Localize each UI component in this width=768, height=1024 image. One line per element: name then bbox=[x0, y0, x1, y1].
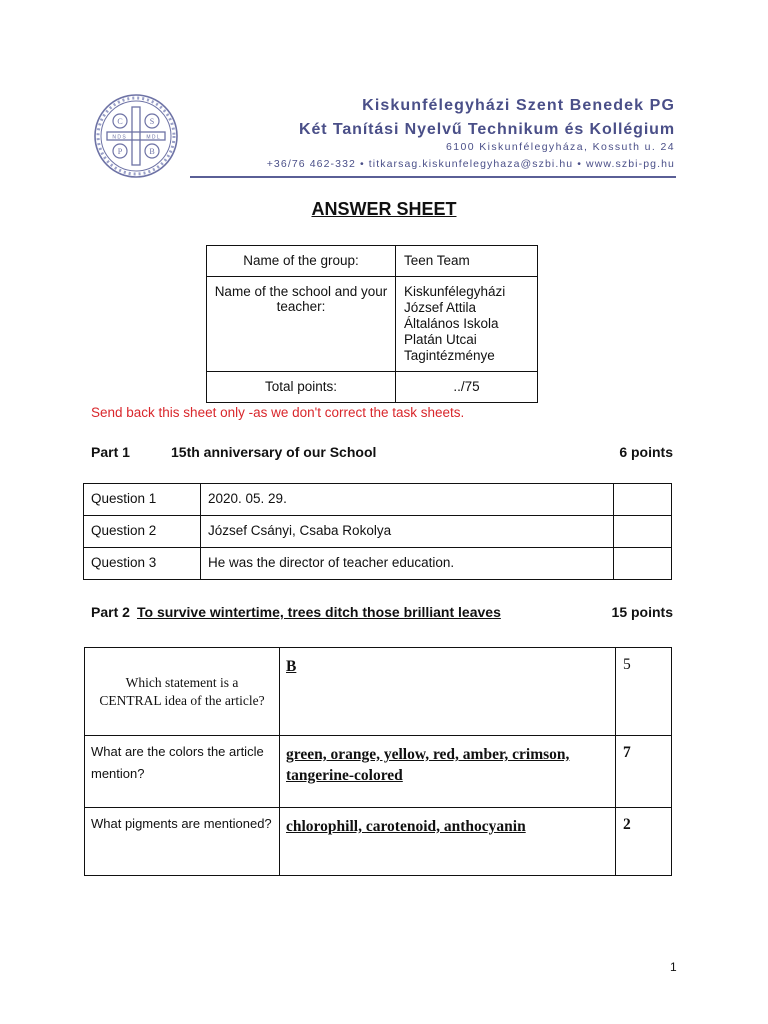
part1-title: 15th anniversary of our School bbox=[171, 444, 377, 460]
question-label: Question 3 bbox=[84, 548, 201, 580]
group-label: Name of the group: bbox=[207, 246, 396, 277]
svg-text:B: B bbox=[149, 147, 155, 156]
page-number: 1 bbox=[670, 960, 677, 974]
svg-text:M D L: M D L bbox=[146, 134, 160, 141]
question-cell: What are the colors the article mention? bbox=[85, 736, 280, 808]
table-row bbox=[85, 736, 672, 808]
part2-answer-table bbox=[84, 647, 672, 876]
table-row bbox=[207, 277, 538, 372]
score-cell bbox=[614, 516, 672, 548]
page-title: ANSWER SHEET bbox=[311, 199, 457, 219]
answer-cell: chlorophill, carotenoid, anthocyanin bbox=[280, 808, 616, 876]
school-address: 6100 Kiskunfélegyháza, Kossuth u. 24 bbox=[445, 141, 675, 153]
table-row bbox=[85, 648, 672, 736]
svg-text:S: S bbox=[149, 117, 155, 126]
answer-cell: József Csányi, Csaba Rokolya bbox=[201, 516, 614, 548]
school-seal-logo bbox=[90, 93, 182, 179]
score-cell: 2 bbox=[616, 808, 672, 876]
part1-label: Part 1 bbox=[91, 444, 130, 460]
question-cell: What pigments are mentioned? bbox=[85, 808, 280, 876]
school-teacher-label: Name of the school and your teacher: bbox=[207, 277, 396, 372]
svg-text:C: C bbox=[117, 117, 123, 126]
score-cell bbox=[614, 548, 672, 580]
score-cell: 5 bbox=[616, 648, 672, 736]
part1-answer-table bbox=[83, 483, 672, 580]
question-cell: Which statement is a CENTRAL idea of the article? bbox=[85, 648, 280, 736]
table-row bbox=[207, 246, 538, 277]
school-contact: +36/76 462-332 • titkarsag.kiskunfelegyhaza@szbi.hu • www.szbi-pg.hu bbox=[266, 158, 675, 170]
svg-text:P: P bbox=[117, 147, 123, 156]
table-row bbox=[84, 548, 672, 580]
school-teacher-value: Kiskunfélegyházi József Attila Általános Iskola Platán Utcai Tagintézménye bbox=[396, 277, 538, 372]
team-info-table bbox=[206, 245, 538, 403]
answer-cell: 2020. 05. 29. bbox=[201, 484, 614, 516]
table-row bbox=[85, 808, 672, 876]
total-points-label: Total points: bbox=[207, 372, 396, 403]
total-points-value: ../75 bbox=[396, 372, 538, 403]
question-label: Question 1 bbox=[84, 484, 201, 516]
answer-cell: B bbox=[280, 648, 616, 736]
score-cell bbox=[614, 484, 672, 516]
answer-cell: green, orange, yellow, red, amber, crimson, tangerine-colored bbox=[280, 736, 616, 808]
table-row bbox=[207, 372, 538, 403]
table-row bbox=[84, 484, 672, 516]
answer-cell: He was the director of teacher education. bbox=[201, 548, 614, 580]
part1-points: 6 points bbox=[619, 444, 673, 460]
svg-text:N D S: N D S bbox=[112, 134, 126, 141]
score-cell: 7 bbox=[616, 736, 672, 808]
school-name: Kiskunfélegyházi Szent Benedek PG bbox=[362, 97, 675, 114]
group-value: Teen Team bbox=[396, 246, 538, 277]
letterhead-divider bbox=[190, 176, 676, 178]
school-subtitle: Két Tanítási Nyelvű Technikum és Kollégium bbox=[299, 121, 675, 138]
part2-points: 15 points bbox=[611, 604, 673, 620]
question-label: Question 2 bbox=[84, 516, 201, 548]
part2-label: Part 2 bbox=[91, 604, 130, 620]
instruction-notice: Send back this sheet only -as we don't correct the task sheets. bbox=[91, 405, 465, 420]
table-row bbox=[84, 516, 672, 548]
part2-title: To survive wintertime, trees ditch those brilliant leaves bbox=[137, 604, 501, 620]
